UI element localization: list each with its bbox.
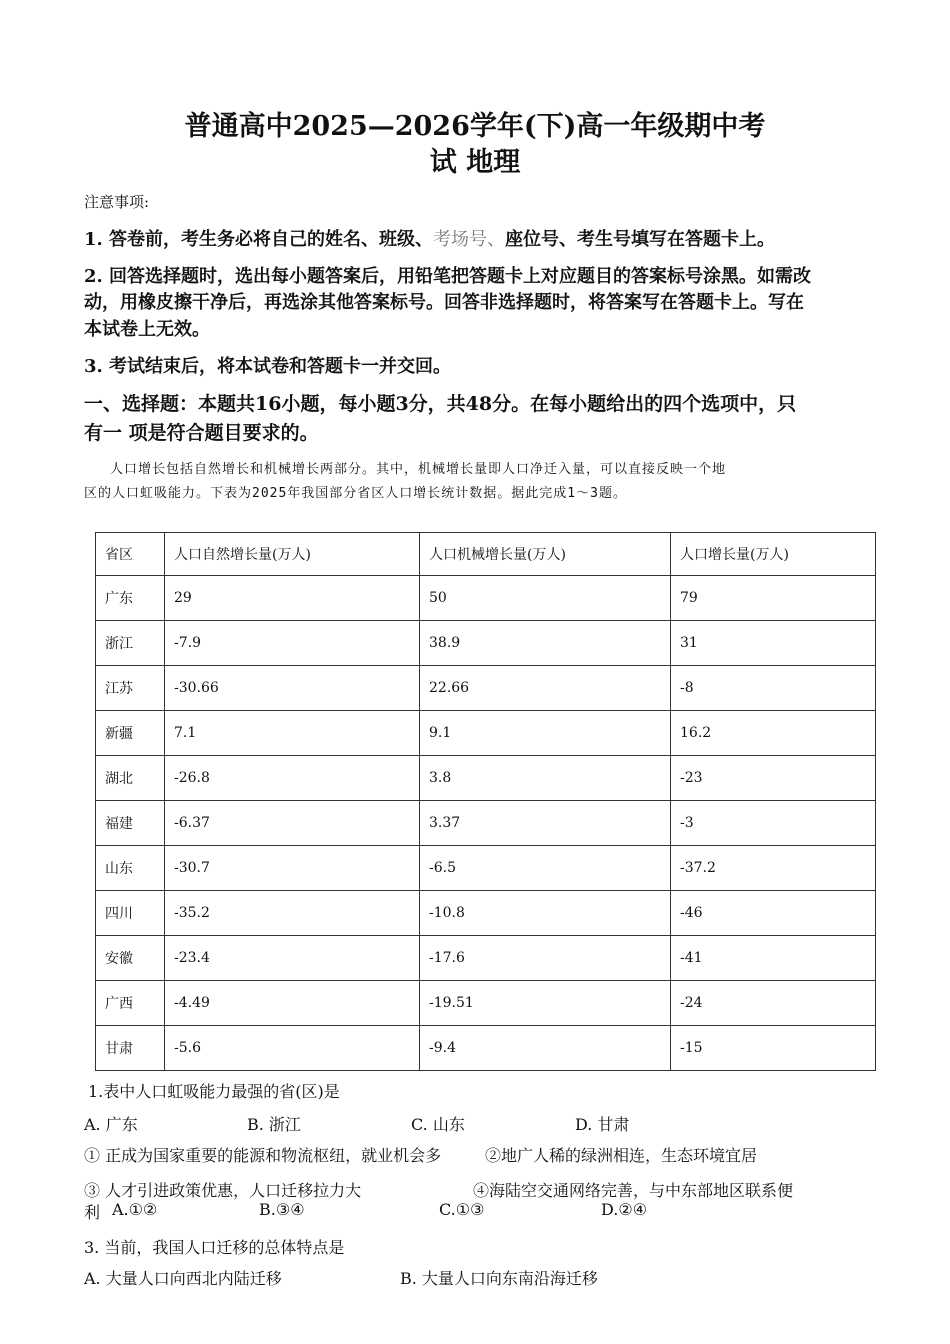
notice-item-1-part-c: 座位号、考生号填写在答题卡上。 [505, 229, 776, 250]
table-row [96, 936, 876, 981]
table-row [96, 711, 876, 756]
table-row [96, 981, 876, 1026]
question-2-option-c: C.①③ [439, 1200, 485, 1219]
table-cell: 7.1 [165, 711, 420, 756]
table-header-cell: 人口自然增长量(万人) [165, 533, 420, 576]
table-cell: -46 [671, 891, 876, 936]
table-cell: 安徽 [96, 936, 165, 981]
table-cell: 9.1 [420, 711, 671, 756]
table-cell: 江苏 [96, 666, 165, 711]
table-header-row [96, 533, 876, 576]
notice-item-3: 3. 考试结束后，将本试卷和答题卡一并交回。 [84, 356, 452, 377]
table-cell: 3.8 [420, 756, 671, 801]
table-cell: 3.37 [420, 801, 671, 846]
table-cell: 广西 [96, 981, 165, 1026]
table-row [96, 621, 876, 666]
table-cell: -9.4 [420, 1026, 671, 1071]
table-cell: -6.37 [165, 801, 420, 846]
table-row [96, 666, 876, 711]
table-header-cell: 省区 [96, 533, 165, 576]
exam-title-line2: 试 地理 [429, 147, 521, 178]
table-cell: -3 [671, 801, 876, 846]
table-cell: 22.66 [420, 666, 671, 711]
table-cell: 31 [671, 621, 876, 666]
table-cell: 29 [165, 576, 420, 621]
notice-item-2-line2: 动，用橡皮擦干净后，再选涂其他答案标号。回答非选择题时，将答案写在答题卡上。写在 [84, 292, 804, 313]
question-2-statement-4-cont: 利 [84, 1203, 101, 1222]
question-1-option-c: C. 山东 [411, 1115, 465, 1134]
table-cell: -24 [671, 981, 876, 1026]
question-2-statement-1: ① 正成为国家重要的能源和物流枢纽，就业机会多 [84, 1146, 442, 1165]
table-cell: 福建 [96, 801, 165, 846]
table-cell: -23 [671, 756, 876, 801]
table-cell: -30.7 [165, 846, 420, 891]
table-cell: -41 [671, 936, 876, 981]
table-cell: -23.4 [165, 936, 420, 981]
question-1-stem: 1.表中人口虹吸能力最强的省(区)是 [88, 1082, 340, 1101]
table-cell: -30.66 [165, 666, 420, 711]
table-cell: 山东 [96, 846, 165, 891]
table-cell: -15 [671, 1026, 876, 1071]
question-1-option-b: B. 浙江 [247, 1115, 301, 1134]
table-row [96, 576, 876, 621]
table-cell: 79 [671, 576, 876, 621]
table-header-cell: 人口机械增长量(万人) [420, 533, 671, 576]
question-2-statement-3: ③ 人才引进政策优惠，人口迁移拉力大 [84, 1181, 362, 1200]
table-cell: -37.2 [671, 846, 876, 891]
table-header-cell: 人口增长量(万人) [671, 533, 876, 576]
table-row [96, 891, 876, 936]
table-row [96, 756, 876, 801]
table-cell: -7.9 [165, 621, 420, 666]
population-table [95, 532, 876, 1071]
question-3-stem: 3. 当前，我国人口迁移的总体特点是 [84, 1238, 345, 1257]
table-cell: -19.51 [420, 981, 671, 1026]
question-1-option-a: A. 广东 [84, 1115, 138, 1134]
question-2-option-d: D.②④ [601, 1200, 648, 1219]
table-cell: 四川 [96, 891, 165, 936]
intro-line2: 区的人口虹吸能力。下表为2025年我国部分省区人口增长统计数据。据此完成1～3题。 [84, 486, 627, 501]
notice-item-1 [84, 225, 775, 251]
table-cell: -35.2 [165, 891, 420, 936]
question-1-option-d: D. 甘肃 [575, 1115, 630, 1134]
notice-item-2-line3: 本试卷上无效。 [84, 319, 210, 340]
table-cell: 浙江 [96, 621, 165, 666]
table-cell: -17.6 [420, 936, 671, 981]
notice-heading: 注意事项: [84, 193, 150, 211]
exam-title-line1: 普通高中2025—2026学年(下)高一年级期中考 [184, 111, 766, 142]
table-cell: 50 [420, 576, 671, 621]
question-3-option-a: A. 大量人口向西北内陆迁移 [84, 1269, 282, 1288]
question-2-option-b: B.③④ [259, 1200, 305, 1219]
table-cell: 新疆 [96, 711, 165, 756]
table-row [96, 1026, 876, 1071]
table-cell: -8 [671, 666, 876, 711]
notice-item-2-line1: 2. 回答选择题时，选出每小题答案后，用铅笔把答题卡上对应题目的答案标号涂黑。如需改 [84, 266, 812, 287]
question-2-option-a: A.①② [112, 1200, 158, 1219]
table-cell: 16.2 [671, 711, 876, 756]
table-cell: 甘肃 [96, 1026, 165, 1071]
section-1-heading-line1: 一、选择题：本题共16小题，每小题3分，共48分。在每小题给出的四个选项中，只 [84, 393, 797, 415]
table-cell: 38.9 [420, 621, 671, 666]
table-cell: -26.8 [165, 756, 420, 801]
table-row [96, 846, 876, 891]
table-cell: 广东 [96, 576, 165, 621]
question-2-statement-2: ②地广人稀的绿洲相连，生态环境宜居 [485, 1146, 758, 1165]
table-cell: -5.6 [165, 1026, 420, 1071]
table-cell: -10.8 [420, 891, 671, 936]
question-3-option-b: B. 大量人口向东南沿海迁移 [400, 1269, 598, 1288]
table-cell: -4.49 [165, 981, 420, 1026]
table-row [96, 801, 876, 846]
table-cell: -6.5 [420, 846, 671, 891]
table-cell: 湖北 [96, 756, 165, 801]
notice-item-1-part-a: 1. 答卷前，考生务必将自己的姓名、班级、 [84, 229, 434, 250]
question-2-statement-4: ④海陆空交通网络完善，与中东部地区联系便 [473, 1181, 794, 1200]
section-1-heading-line2: 有一 项是符合题目要求的。 [84, 422, 319, 444]
notice-item-1-part-b: 考场号、 [433, 229, 506, 250]
intro-line1: 人口增长包括自然增长和机械增长两部分。其中，机械增长量即人口净迁入量，可以直接反映一个地 [110, 462, 727, 477]
